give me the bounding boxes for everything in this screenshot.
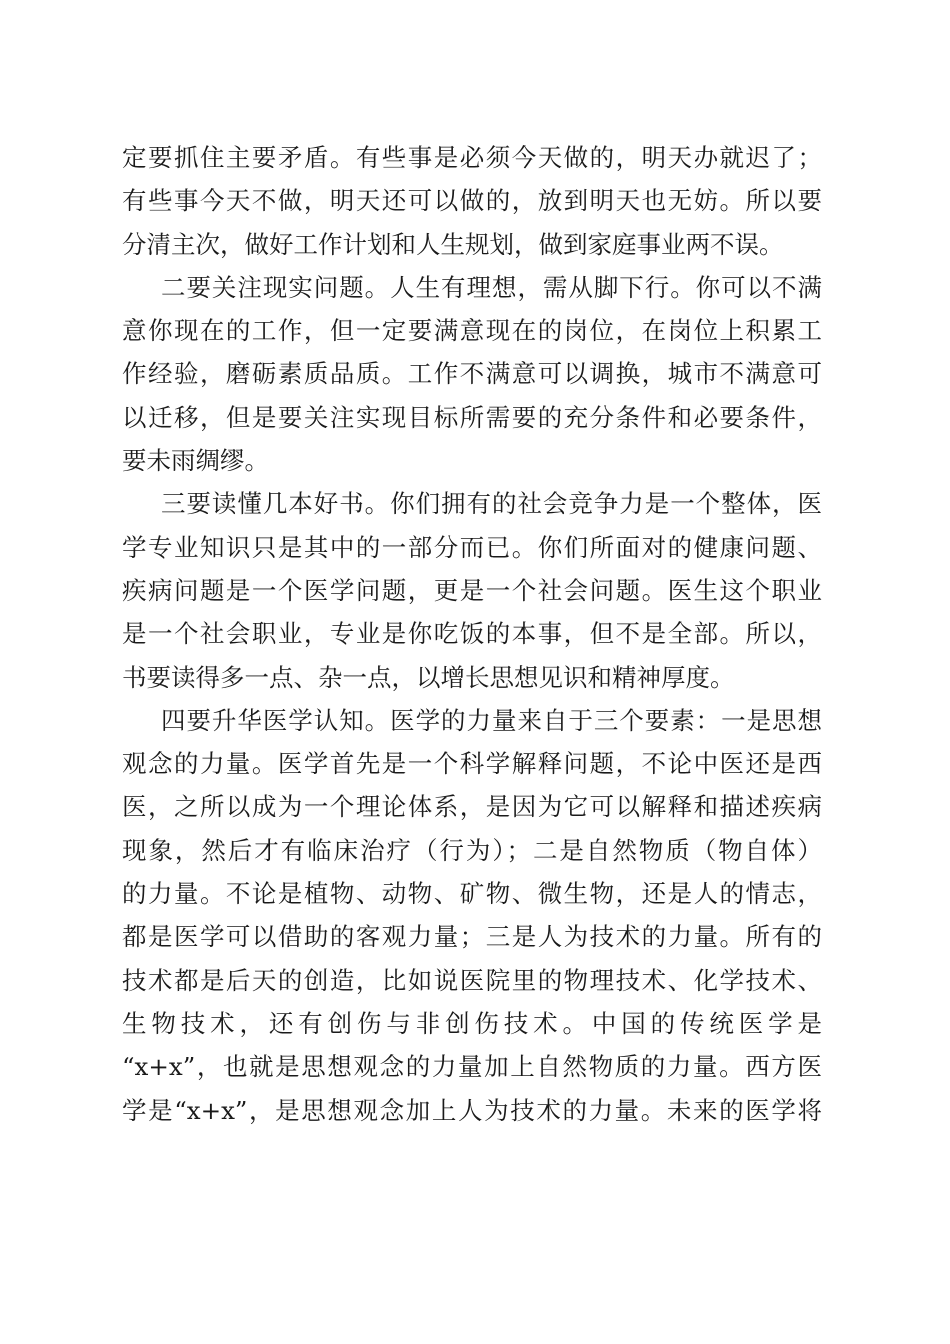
text-line: 书要读得多一点、杂一点，以增长思想见识和精神厚度。 xyxy=(122,662,735,692)
text-line: 的力量。不论是植物、动物、矿物、微生物，还是人的情志， xyxy=(122,879,822,909)
text-line: 作经验，磨砺素质品质。工作不满意可以调换，城市不满意可 xyxy=(122,359,822,389)
text-line: “x+x”，也就是思想观念的力量加上自然物质的力量。西方医 xyxy=(122,1052,822,1082)
paragraph-start-line: 四要升华医学认知。医学的力量来自于三个要素：一是思想 xyxy=(161,705,822,735)
text-line: 要未雨绸缪。 xyxy=(122,446,269,476)
text-line: 学是“x+x”，是思想观念加上人为技术的力量。未来的医学将 xyxy=(122,1095,822,1125)
text-line: 技术都是后天的创造，比如说医院里的物理技术、化学技术、 xyxy=(122,965,822,995)
text-line: 定要抓住主要矛盾。有些事是必须今天做的，明天办就迟了； xyxy=(122,143,822,172)
text-line: 学专业知识只是其中的一部分而已。你们所面对的健康问题、 xyxy=(122,532,822,562)
text-line: 疾病问题是一个医学问题，更是一个社会问题。医生这个职业 xyxy=(122,575,822,605)
text-line: 是一个社会职业，专业是你吃饭的本事，但不是全部。所以， xyxy=(122,619,822,649)
text-line: 医，之所以成为一个理论体系，是因为它可以解释和描述疾病 xyxy=(122,792,822,822)
text-line: 分清主次，做好工作计划和人生规划，做到家庭事业两不误。 xyxy=(122,229,784,259)
text-line: 生物技术，还有创伤与非创伤技术。中国的传统医学是 xyxy=(122,1008,822,1038)
text-line: 以迁移，但是要关注实现目标所需要的充分条件和必要条件， xyxy=(122,402,822,432)
text-line: 现象，然后才有临床治疗（行为）；二是自然物质（物自体） xyxy=(122,835,822,865)
paragraph-start-line: 三要读懂几本好书。你们拥有的社会竞争力是一个整体，医 xyxy=(161,489,822,519)
text-line: 都是医学可以借助的客观力量；三是人为技术的力量。所有的 xyxy=(122,922,822,952)
text-line: 意你现在的工作，但一定要满意现在的岗位，在岗位上积累工 xyxy=(122,316,822,346)
paragraph-start-line: 二要关注现实问题。人生有理想，需从脚下行。你可以不满 xyxy=(161,272,822,302)
text-line: 观念的力量。医学首先是一个科学解释问题，不论中医还是西 xyxy=(122,749,822,779)
text-line: 有些事今天不做，明天还可以做的，放到明天也无妨。所以要 xyxy=(122,186,822,216)
body-text xyxy=(122,136,822,1132)
